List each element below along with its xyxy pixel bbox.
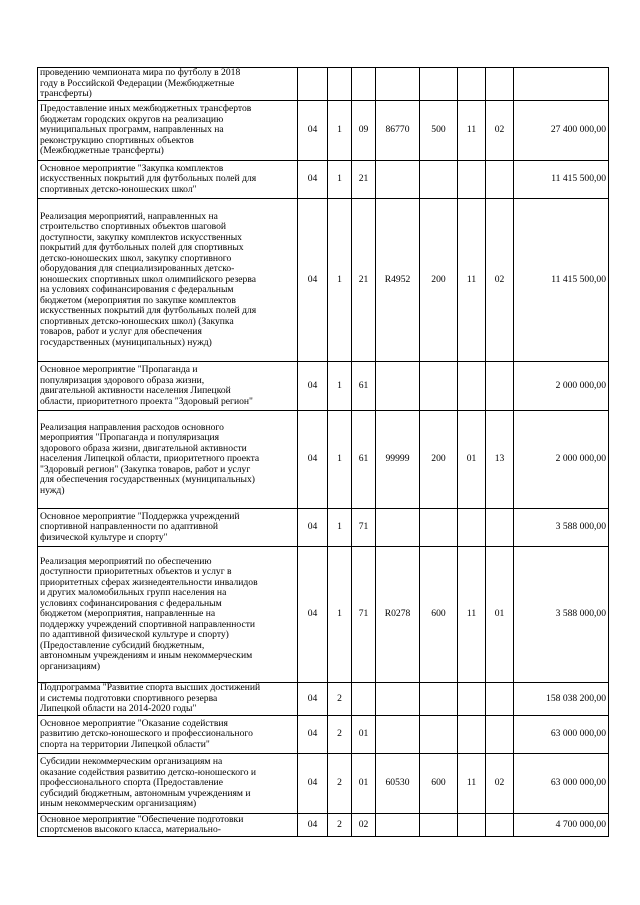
table-row — [38, 101, 609, 161]
code-subprogram: 1 — [328, 411, 352, 509]
code-section — [298, 68, 328, 101]
row-description: Основное мероприятие "Поддержка учреждений спортивной направленности по адаптивной физической культуре и спорту" — [38, 509, 298, 547]
row-description: Основное мероприятие "Обеспечение подготовки спортсменов высокого класса, материально- — [38, 814, 298, 837]
table-row — [38, 411, 609, 509]
code-subdivision: 02 — [486, 199, 514, 362]
code-expense-type — [420, 509, 458, 547]
table-row — [38, 547, 609, 683]
code-subprogram: 1 — [328, 101, 352, 161]
code-expense-type — [420, 68, 458, 101]
code-section: 04 — [298, 161, 328, 199]
code-subprogram — [328, 68, 352, 101]
code-expense-type — [420, 683, 458, 716]
row-description: Предоставление иных межбюджетных трансфертов бюджетам городских округов на реализацию муниципальных программ, направленных на реконструкцию спортивных объектов (Межбюджетные трансферты) — [38, 101, 298, 161]
row-description: Подпрограмма "Развитие спорта высших достижений и системы подготовки спортивного резерва Липецкой области на 2014-2020 годы" — [38, 683, 298, 716]
code-subprogram: 1 — [328, 161, 352, 199]
code-subprogram: 1 — [328, 547, 352, 683]
table-row — [38, 161, 609, 199]
row-description: Основное мероприятие "Пропаганда и популяризация здорового образа жизни, двигательной активности населения Липецкой области, приоритетного проекта "Здоровый регион" — [38, 362, 298, 411]
row-description: Основное мероприятие "Оказание содействия развитию детско-юношеского и профессионального спорта на территории Липецкой области" — [38, 716, 298, 754]
code-subprogram: 2 — [328, 814, 352, 837]
code-measure: 01 — [352, 716, 376, 754]
row-amount: 63 000 000,00 — [514, 754, 609, 814]
code-measure: 71 — [352, 509, 376, 547]
code-direction — [376, 716, 420, 754]
table-row — [38, 814, 609, 837]
code-subprogram: 1 — [328, 509, 352, 547]
code-subdivision — [486, 161, 514, 199]
code-subprogram: 2 — [328, 716, 352, 754]
row-amount: 63 000 000,00 — [514, 716, 609, 754]
code-direction — [376, 362, 420, 411]
row-amount: 11 415 500,00 — [514, 199, 609, 362]
code-expense-type: 600 — [420, 547, 458, 683]
code-expense-type: 200 — [420, 411, 458, 509]
code-division — [458, 716, 486, 754]
code-section: 04 — [298, 716, 328, 754]
code-direction — [376, 683, 420, 716]
row-amount — [514, 68, 609, 101]
code-subdivision: 01 — [486, 547, 514, 683]
code-section: 04 — [298, 362, 328, 411]
code-division: 11 — [458, 199, 486, 362]
code-subdivision — [486, 68, 514, 101]
table-row — [38, 509, 609, 547]
row-description: Субсидии некоммерческим организациям на оказание содействия развитию детско-юношеского и профессионального спорта (Предоставление субсидий бюджетным, автономным учреждениям и иным некоммерческим организациям) — [38, 754, 298, 814]
row-description: Реализация мероприятий по обеспечению доступности приоритетных объектов и услуг в приоритетных сферах жизнедеятельности инвалидов и других маломобильных групп населения на условиях софинансирования с федеральным бюджетом (мероприятия, направленные на поддержку учреждений спортивной направленности по адаптивной физической культуре и спорту) (Предоставление субсидий бюджетным, автономным учреждениям и иным некоммерческим организациям) — [38, 547, 298, 683]
code-measure: 09 — [352, 101, 376, 161]
code-division — [458, 68, 486, 101]
code-division — [458, 814, 486, 837]
code-direction: 99999 — [376, 411, 420, 509]
table-row — [38, 362, 609, 411]
code-section: 04 — [298, 683, 328, 716]
row-amount: 158 038 200,00 — [514, 683, 609, 716]
code-division — [458, 509, 486, 547]
code-subdivision: 02 — [486, 101, 514, 161]
code-division: 01 — [458, 411, 486, 509]
code-expense-type: 500 — [420, 101, 458, 161]
code-expense-type: 600 — [420, 754, 458, 814]
row-amount: 2 000 000,00 — [514, 362, 609, 411]
row-amount: 3 588 000,00 — [514, 547, 609, 683]
row-amount: 4 700 000,00 — [514, 814, 609, 837]
code-expense-type — [420, 716, 458, 754]
code-direction: 86770 — [376, 101, 420, 161]
code-subprogram: 2 — [328, 754, 352, 814]
code-measure: 02 — [352, 814, 376, 837]
row-amount: 3 588 000,00 — [514, 509, 609, 547]
row-amount: 27 400 000,00 — [514, 101, 609, 161]
code-direction — [376, 161, 420, 199]
code-subdivision — [486, 362, 514, 411]
code-section: 04 — [298, 101, 328, 161]
code-subdivision — [486, 683, 514, 716]
code-direction: R4952 — [376, 199, 420, 362]
code-division: 11 — [458, 547, 486, 683]
code-direction — [376, 68, 420, 101]
code-subdivision: 13 — [486, 411, 514, 509]
row-description: Основное мероприятие "Закупка комплектов искусственных покрытий для футбольных полей для спортивных детско-юношеских школ" — [38, 161, 298, 199]
budget-table — [37, 67, 609, 837]
code-measure: 61 — [352, 362, 376, 411]
row-amount: 2 000 000,00 — [514, 411, 609, 509]
code-direction — [376, 814, 420, 837]
code-section: 04 — [298, 547, 328, 683]
code-subdivision: 02 — [486, 754, 514, 814]
code-measure: 21 — [352, 161, 376, 199]
code-subdivision — [486, 509, 514, 547]
code-section: 04 — [298, 411, 328, 509]
table-row — [38, 754, 609, 814]
table-row — [38, 716, 609, 754]
code-section: 04 — [298, 199, 328, 362]
code-subprogram: 1 — [328, 199, 352, 362]
code-expense-type — [420, 814, 458, 837]
code-measure — [352, 683, 376, 716]
row-amount: 11 415 500,00 — [514, 161, 609, 199]
row-description: Реализация мероприятий, направленных на строительство спортивных объектов шаговой доступности, закупку комплектов искусственных покрытий для футбольных полей для спортивных детско-юношеских школ, закупку спортивного оборудования для специализированных детско- юношеских спортивных школ олимпийского резерва на условиях софинансирования с федеральным бюджетом (мероприятия по закупке комплектов искусственных покрытий для футбольных полей для спортивных детско-юношеских школ) (Закупка товаров, работ и услуг для обеспечения государственных (муниципальных) нужд) — [38, 199, 298, 362]
table-row — [38, 199, 609, 362]
code-division — [458, 683, 486, 716]
code-division — [458, 161, 486, 199]
code-direction — [376, 509, 420, 547]
code-subprogram: 1 — [328, 362, 352, 411]
table-row — [38, 683, 609, 716]
code-direction: R0278 — [376, 547, 420, 683]
code-subdivision — [486, 716, 514, 754]
code-measure — [352, 68, 376, 101]
row-description: проведению чемпионата мира по футболу в 2018 году в Российской Федерации (Межбюджетные трансферты) — [38, 68, 298, 101]
code-subprogram: 2 — [328, 683, 352, 716]
code-subdivision — [486, 814, 514, 837]
code-section: 04 — [298, 509, 328, 547]
code-division: 11 — [458, 754, 486, 814]
code-division: 11 — [458, 101, 486, 161]
code-measure: 01 — [352, 754, 376, 814]
code-measure: 21 — [352, 199, 376, 362]
code-expense-type: 200 — [420, 199, 458, 362]
code-division — [458, 362, 486, 411]
code-expense-type — [420, 161, 458, 199]
table-row — [38, 68, 609, 101]
code-section: 04 — [298, 814, 328, 837]
code-measure: 61 — [352, 411, 376, 509]
row-description: Реализация направления расходов основного мероприятия "Пропаганда и популяризация здорового образа жизни, двигательной активности населения Липецкой области, приоритетного проекта "Здоровый регион" (Закупка товаров, работ и услуг для обеспечения государственных (муниципальных) нужд) — [38, 411, 298, 509]
code-measure: 71 — [352, 547, 376, 683]
code-direction: 60530 — [376, 754, 420, 814]
code-section: 04 — [298, 754, 328, 814]
code-expense-type — [420, 362, 458, 411]
